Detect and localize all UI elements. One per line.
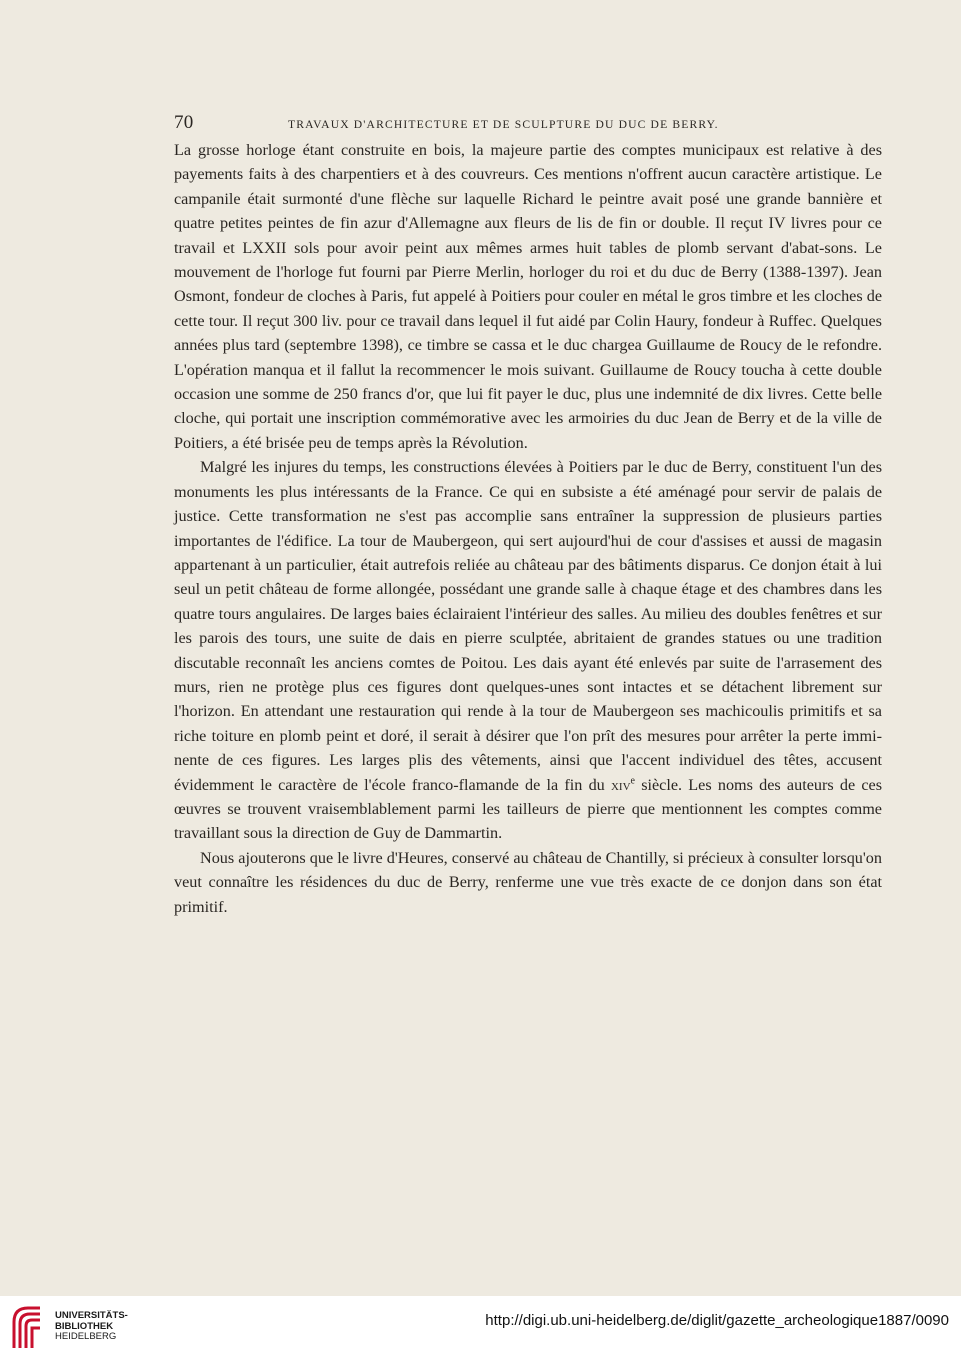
running-title: TRAVAUX D'ARCHITECTURE ET DE SCULPTURE DU DUC DE BERRY. [288,118,719,131]
paragraph-2-text-b: siècle. Les noms des auteurs de ces œuvres se trouvent vraisemblablement parmi les tailleurs de pierre que mentionnent les comptes comme travaillant sous la direction de Guy de Dammartin. [174,775,882,843]
paragraph-2 [174,455,882,846]
century-superscript: e [630,775,635,787]
logo-line-2: BIBLIOTHEK [55,1320,114,1332]
body-text [174,138,882,919]
running-head [174,112,882,138]
library-logo-text [55,1311,128,1343]
century-numeral: xiv [610,775,631,794]
paragraph-2-text-a: Malgré les injures du temps, les constructions élevées à Poitiers par le duc de Berry, constituent l'un des monuments les plus intéressants de la France. Ce qui en subsiste a été aménagé pour servir de palais de justice. Cette transformation ne s'est pas accomplie sans entraîner la suppression de plusieurs parties importantes de l'édifice. La tour de Maubergeon, qui sert aujourd'hui de cour d'assises et aussi de magasin appartenant à un particulier, était autrefois reliée au château par des bâtiments disparus. Ce donjon était à lui seul un petit château de forme allongée, possédant une grande salle à chaque étage et des chambres dans les quatre tours angulaires. De larges baies éclairaient l'intérieur des salles. Au milieu des doubles fenêtres et sur les parois des tours, une suite de dais en pierre sculptée, abritaient de grandes statues ou une tradition discutable reconnaît les anciens comtes de Poitou. Les dais ayant été enlevés par suite de l'arrasement des murs, rien ne protège plus ces figures dont quelques-unes sont intactes et se détachent librement sur l'horizon. En attendant une restauration qui rende à la tour de Maubergeon ses machicoulis primitifs et sa riche toiture en plomb peint et doré, il serait à désirer que l'on prît des mesures pour arrêter la perte imminente de ces figures. Les larges plis des vêtements, ainsi que l'accent individuel des têtes, accusent évidemment le caractère de l'école franco-flamande de la fin du [174,458,882,794]
source-url-link[interactable]: http://digi.ub.uni-heidelberg.de/diglit/gazette_archeologique1887/0090 [485,1312,949,1329]
paragraph-3: Nous ajouterons que le livre d'Heures, conservé au château de Chantilly, si précieux à consulter lorsqu'on veut connaître les résidences du duc de Berry, renferme une vue très exacte de ce donjon dans son état primitif. [174,848,882,916]
logo-line-1: UNIVERSITÄTS- [55,1310,128,1321]
ub-heidelberg-logo-icon[interactable] [10,1304,46,1350]
page-number: 70 [174,112,194,133]
paragraph-1: La grosse horloge étant construite en bois, la majeure partie des comptes municipaux est relative à des payements faits à des charpentiers et à des couvreurs. Ces mentions n'offrent aucun caractère artistique. Le campanile était surmonté d'une flèche sur laquelle Richard le peintre avait posé une grande bannière et quatre petites peintes de fin azur d'Allemagne aux fleurs de lis de fin or double. Il reçut IV livres pour ce travail et LXXII sols pour avoir peint aux mêmes armes huit tables de plomb servant d'abat-sons. Le mouvement de l'horloge fut fourni par Pierre Merlin, horloger du roi et du duc de Berry (1388-1397). Jean Osmont, fondeur de cloches à Paris, fut appelé à Poitiers pour couler en métal le gros timbre et les cloches de cette tour. Il reçut 300 liv. pour ce travail dans lequel il fut aidé par Colin Haury, fondeur à Ruffec. Quelques années plus tard (septembre 1398), ce timbre se cassa et le duc chargea Guillaume de Roucy de le refondre. L'opération manqua et il fallut la recommencer le mois suivant. Guillaume de Roucy toucha à cette double occasion une somme de 250 francs d'or, que lui fit payer le duc, plus une indemnité de dix livres. Cette belle cloche, qui portait une inscription commémorative avec les armoiries du duc Jean de Berry et de la ville de Poitiers, a été brisée peu de temps après la Révolution. [174,141,882,452]
footer-bar [0,1296,961,1364]
logo-line-3: HEIDELBERG [55,1331,117,1342]
